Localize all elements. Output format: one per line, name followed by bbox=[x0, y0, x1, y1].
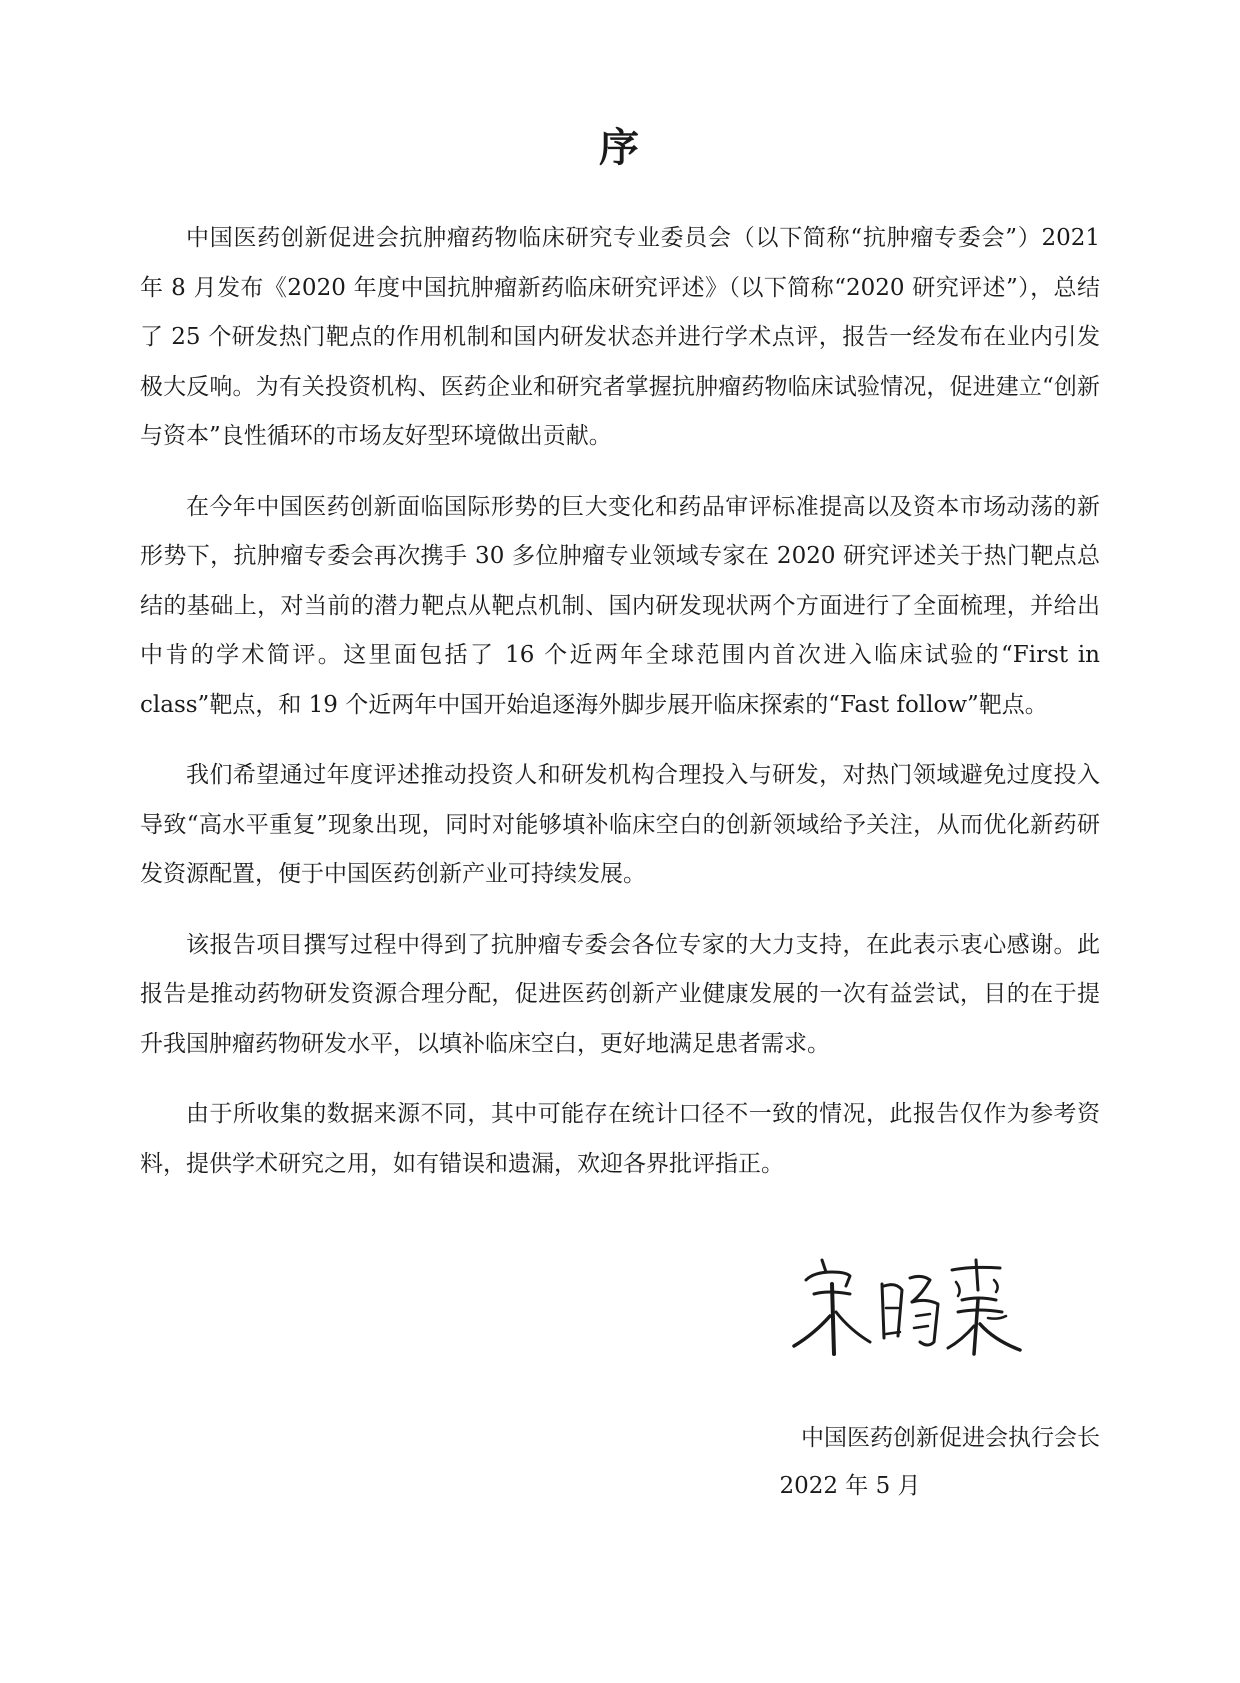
handwritten-signature bbox=[788, 1250, 1038, 1370]
page-title: 序 bbox=[599, 124, 641, 171]
paragraph-2: 在今年中国医药创新面临国际形势的巨大变化和药品审评标准提高以及资本市场动荡的新形势下，抗肿瘤专委会再次携手 30 多位肿瘤专业领域专家在 2020 研究评述关于热门靶点总结的基础上，对当前的潜力靶点从靶点机制、国内研发现状两个方面进行了全面梳理，并给出中肯的学术简评。这里面包括了 16 个近两年全球范围内首次进入临床试验的“First in class”靶点，和 19 个近两年中国开始追逐海外脚步展开临床探索的“Fast follow”靶点。 bbox=[140, 493, 1100, 718]
signer-title: 中国医药创新促进会执行会长 bbox=[801, 1425, 1100, 1451]
paragraph-3: 我们希望通过年度评述推动投资人和研发机构合理投入与研发，对热门领域避免过度投入导致“高水平重复”现象出现，同时对能够填补临床空白的创新领域给予关注，从而优化新药研发资源配置，便于中国医药创新产业可持续发展。 bbox=[140, 762, 1100, 887]
preface-body bbox=[140, 214, 1100, 1210]
sign-date: 2022 年 5 月 bbox=[779, 1473, 921, 1499]
paragraph-1: 中国医药创新促进会抗肿瘤药物临床研究专业委员会（以下简称“抗肿瘤专委会”）2021 年 8 月发布《2020 年度中国抗肿瘤新药临床研究评述》（以下简称“2020 研究评述”），总结了 25 个研发热门靶点的作用机制和国内研发状态并进行学术点评，报告一经发布在业内引发极大反响。为有关投资机构、医药企业和研究者掌握抗肿瘤药物临床试验情况，促进建立“创新与资本”良性循环的市场友好型环境做出贡献。 bbox=[140, 225, 1100, 449]
paragraph-5: 由于所收集的数据来源不同，其中可能存在统计口径不一致的情况，此报告仅作为参考资料，提供学术研究之用，如有错误和遗漏，欢迎各界批评指正。 bbox=[140, 1101, 1100, 1177]
paragraph-4: 该报告项目撰写过程中得到了抗肿瘤专委会各位专家的大力支持，在此表示衷心感谢。此报告是推动药物研发资源合理分配，促进医药创新产业健康发展的一次有益尝试，目的在于提升我国肿瘤药物研发水平，以填补临床空白，更好地满足患者需求。 bbox=[140, 931, 1100, 1057]
